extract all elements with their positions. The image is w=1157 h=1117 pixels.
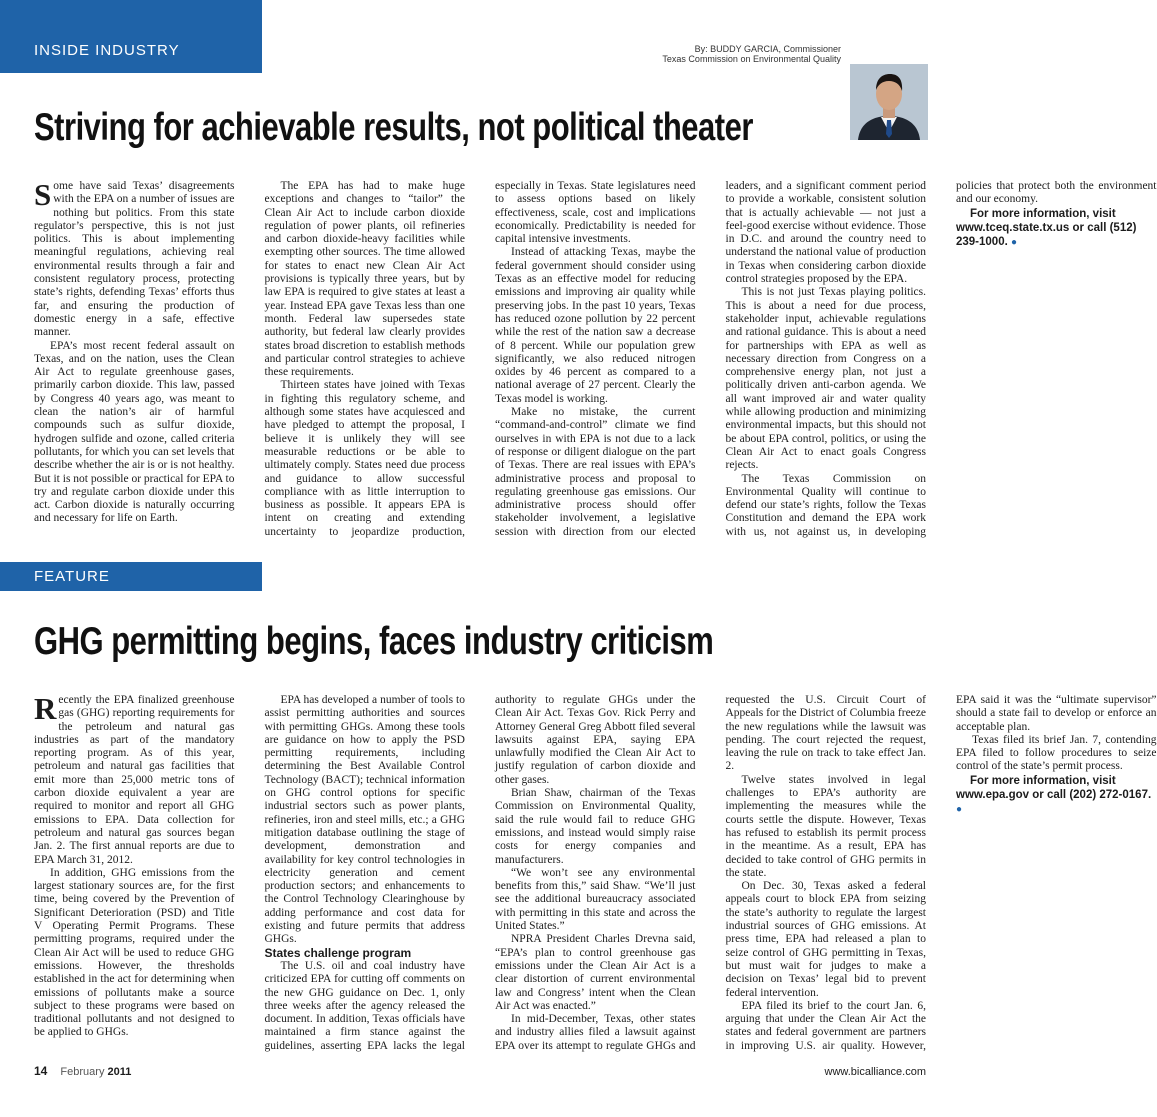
article-paragraph: Thirteen states have joined with Texas in fighting this regulatory scheme, and although some states have acquiesced and have pledged to attempt the proposal, I believe it is unlikely they will see measurable reductions or be able to ultimately comply. States need due process and guidance to allow successful compliance with as little interruption to business as possible. It appears EPA is intent on creating and extending uncertainty to jeopardize production, especially in Texas. State legislatures need to assess options based on likely effectiveness, scale, cost and implications economically. Predictability is needed for capital intensive investments. xyxy=(264,180,696,538)
section-label-inside-industry xyxy=(0,0,262,73)
circle-end-mark-icon: ● xyxy=(956,803,963,815)
article-paragraph: Twelve states involved in legal challenges to EPA’s authority are implementing the measures while the courts settle the dispute. However, Texas has refused to establish its permit process in the meantime. As a result, EPA has decided to take control of GHG permits in the state. xyxy=(725,773,926,879)
byline-organization: Texas Commission on Environmental Quality xyxy=(662,54,841,64)
more-info-text: For more information, visit www.epa.gov or call (202) 272-0167. xyxy=(956,774,1152,801)
article-lead-paragraph xyxy=(34,691,235,867)
article-paragraph: In addition, GHG emissions from the largest stationary sources are, for the first time, being covered by the Prevention of Significant Deterioration (PSD) and Title V Operating Permit Programs. These permitting programs, required under the Clean Air Act will be used to reduce GHG emissions. However, the thresholds established in the act for determining when emissions of pollutants make a source subject to these programs were based on traditional pollutants and not designed to be applied to GHGs. xyxy=(34,866,235,1039)
article-paragraph: This is not just Texas playing politics. This is about a need for due process, stakeholder input, achievable regulations and rational guidance. This is about a need for partnerships with EPA as well as necessary direction from Congress on a comprehensive energy plan, not just a politically driven anti-carbon agenda. We all want improved air and water quality while allowing production and minimizing environmental impacts, but this should not be about EPA control, politics, or using the Clean Air Act to enact goals Congress rejects. xyxy=(725,286,926,472)
article-lead-paragraph xyxy=(34,177,235,340)
subhead-states-challenge: States challenge program xyxy=(264,945,412,960)
author-photo xyxy=(850,64,928,140)
page-footer xyxy=(34,1064,926,1078)
article-paragraph: On Dec. 30, Texas asked a federal appeals court to block EPA from seizing the state’s authority to regulate the largest industrial sources of GHG emissions. At press time, EPA had released a plan to seize control of GHG permitting in Texas, but must wait for judges to make a decision on Texas’ legal bid to prevent federal intervention. xyxy=(725,880,926,999)
byline-author: By: BUDDY GARCIA, Commissioner xyxy=(694,44,841,54)
article-paragraph: The Texas Commission on Environmental Quality will continue to defend our state’s rights, follow the Texas Constitution and demand the EPA work with us, not against us, in developing policies that protect both the environment and our economy. xyxy=(725,180,1157,538)
article-paragraph: The EPA has had to make huge exceptions and changes to “tailor” the Clean Air Act to include carbon dioxide regulation of power plants, oil refineries and carbon dioxide-heavy facilities while exempting other sources. The time allowed for states to enact new Clean Air Act provisions is typically three years, but by law EPA is required to give states at least a year. Instead EPA gave Texas less than one month. Federal law supersedes state authority, but federal law clearly provides states broad discretion to establish methods and particular control strategies to achieve these requirements. xyxy=(264,180,465,379)
article-paragraph: The U.S. oil and coal industry have criticized EPA for cutting off comments on the new GHG guidance on Dec. 1, only three weeks after the agency released the document. In addition, Texas officials have maintained a firm stance against the guidelines, asserting EPA lacks the legal authority to regulate GHGs under the Clean Air Act. Texas Gov. Rick Perry and Attorney General Greg Abbott filed several lawsuits against EPA, saying EPA unlawfully modified the Clean Air Act to justify regulation of carbon dioxide and other gases. xyxy=(264,694,696,1052)
byline xyxy=(662,44,841,64)
footer-left xyxy=(34,1064,131,1078)
article-paragraph: EPA filed its brief to the court Jan. 6, arguing that under the Clean Air Act the states and federal government are partners in improving U.S. air quality. However, EPA said it was the “ultimate supervisor” should a state fail to develop or enforce an acceptable plan. xyxy=(725,694,1157,1052)
section-label-feature xyxy=(0,562,262,591)
issue-month: February xyxy=(60,1066,105,1078)
headline-striving: Striving for achievable results, not political theater xyxy=(34,105,753,149)
article-paragraph: Brian Shaw, chairman of the Texas Commission on Environmental Quality, said the rule would fail to reduce GHG emissions, and instead would simply raise costs for energy companies and manufacturers. xyxy=(495,787,696,866)
lead-text: ome have said Texas’ disagreements with the EPA on a number of issues are nothing but politics. From this state regulator’s perspective, this is not just politics. This is about implementing meaningful regulations, achieving real environmental results through a fair and consistent regulatory process, protecting state’s rights, defending Texas’ efforts thus far, and ensuring the production of domestic energy in a safe, effective manner. xyxy=(34,180,235,339)
headline-ghg-permitting: GHG permitting begins, faces industry criticism xyxy=(34,619,714,663)
lead-text: ecently the EPA finalized greenhouse gas (GHG) reporting requirements for the petroleum and natural gas industries as part of the mandatory reporting program. As of this year, petroleum and natural gas facilities that emit more than 25,000 metric tons of carbon dioxide equivalent a year are required to monitor and report all GHG emissions to EPA. Data collection for petroleum and natural gas sources began Jan. 2. The first annual reports are due to EPA March 31, 2012. xyxy=(34,694,235,866)
drop-cap: S xyxy=(34,177,52,212)
article-body-inside-industry xyxy=(34,177,1157,548)
article-paragraph: Instead of attacking Texas, maybe the federal government should consider using Texas as an effective model for reducing emissions and improving air quality while preserving jobs. In the past 10 years, Texas has reduced ozone pollution by 22 percent while the rest of the nation saw a decrease of 8 percent. While our population grew significantly, we also reduced nitrogen oxides by 46 percent as compared to a national average of 27 percent. Clearly the Texas model is working. xyxy=(495,246,696,405)
article-paragraph: Texas filed its brief Jan. 7, contending EPA filed to follow procedures to seize control of the state’s permit process. xyxy=(956,733,1157,773)
article-paragraph: EPA’s most recent federal assault on Texas, and on the nation, uses the Clean Air Act to regulate greenhouse gases, primarily carbon dioxide. This law, passed by Congress 40 years ago, was meant to clean the nation’s air of harmful compounds such as sulfur dioxide, hydrogen sulfide and ozone, called criteria pollutants, for which you can set levels that describe whether the air is or is not healthy. But it is not possible or practical for EPA to try and regulate carbon dioxide under this act. Carbon dioxide is naturally occurring and necessary for life on Earth. xyxy=(34,339,235,525)
more-info-tceq xyxy=(956,207,1157,250)
page-number: 14 xyxy=(34,1064,48,1078)
circle-end-mark-icon: ● xyxy=(1011,236,1018,248)
drop-cap: R xyxy=(34,691,57,726)
footer-website: www.bicalliance.com xyxy=(824,1066,926,1078)
section-label-text: FEATURE xyxy=(34,568,110,585)
issue-year: 2011 xyxy=(107,1066,132,1078)
article-paragraph: Make no mistake, the current “command-and-control” climate we find ourselves in with EPA is not due to a lack of response or diligent dialogue on the part of Texas. There are real issues with EPA’s administrative process and proposal to regulating greenhouse gas emissions. Our administrative process should offer stakeholder involvement, a legislative session with direction from our elected leaders, and a significant comment period to provide a workable, consistent solution that is actually achievable — not just a feel-good exercise without evidence. Those in D.C. and around the country need to understand the national value of production in Texas when considering carbon dioxide control strategies proposed by the EPA. xyxy=(495,180,926,538)
more-info-epa xyxy=(956,774,1157,817)
article-paragraph: “We won’t see any environmental benefits from this,” said Shaw. “We’ll just see the additional bureaucracy associated with permitting in this state and across the United States.” xyxy=(495,866,696,933)
article-paragraph: NPRA President Charles Drevna said, “EPA’s plan to control greenhouse gas emissions under the Clean Air Act is a clear distortion of current environmental law and Congress’ intent when the Clean Air Act was enacted.” xyxy=(495,933,696,1012)
article-paragraph: EPA has developed a number of tools to assist permitting authorities and sources with permitting GHGs. Among these tools are guidance on how to apply the PSD permitting requirements, including determining the Best Available Control Technology (BACT); technical information on GHG control options for specific industrial sectors such as power plants, refineries, iron and steel mills, etc.; a GHG mitigation database outlining the stage of development, demonstration and availability for key control technologies in electricity generation and cement production sectors; and enhancements to the Control Technology Clearinghouse by adding performance and cost data for existing and future permits that address GHGs. xyxy=(264,694,465,946)
article-paragraph: In mid-December, Texas, other states and industry allies filed a lawsuit against EPA over its attempt to regulate GHGs and requested the U.S. Circuit Court of Appeals for the District of Columbia freeze the new regulations while the lawsuit was pending. The court rejected the request, leaving the rule on track to take effect Jan. 2. xyxy=(495,694,926,1052)
article-body-feature xyxy=(34,691,1157,1060)
section-label-text: INSIDE INDUSTRY xyxy=(34,42,180,59)
author-portrait-icon xyxy=(850,64,928,140)
more-info-text: For more information, visit www.tceq.state.tx.us or call (512) 239-1000. xyxy=(956,207,1137,248)
